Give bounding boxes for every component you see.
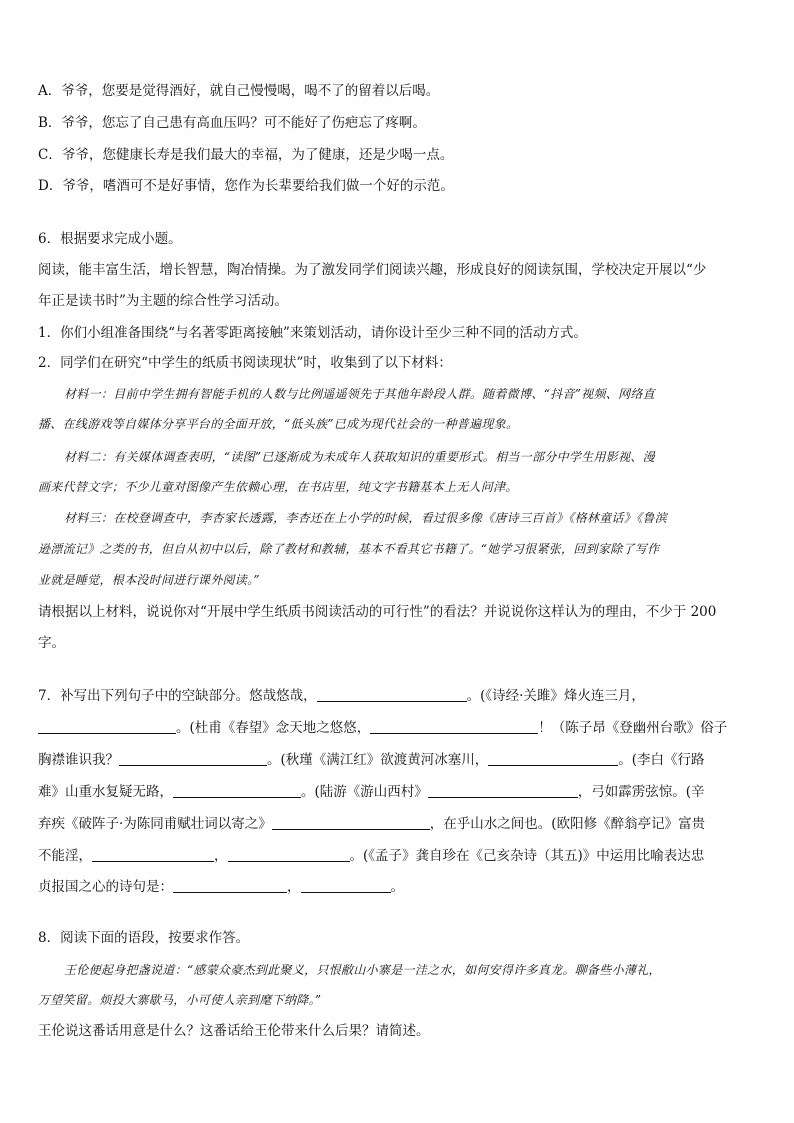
answer-blank[interactable] xyxy=(173,878,287,893)
question-7-line-1 xyxy=(38,687,645,705)
option-a: A．爷爷，您要是觉得酒好，就自己慢慢喝，喝不了的留着以后喝。 xyxy=(38,83,440,99)
question-7-line-7 xyxy=(38,878,404,896)
answer-blank[interactable] xyxy=(92,847,214,862)
question-7-text: ， xyxy=(287,879,301,895)
question-7-text: ！（陈子昂《登幽州台歌》俗子 xyxy=(538,720,728,736)
question-8-passage-line-1: 王伦便起身把盏说道：“感蒙众豪杰到此聚义，只恨敝山小寨是一洼之水，如何安得许多真龙。聊备些小薄礼， xyxy=(64,963,661,977)
question-6-task-line-2: 字。 xyxy=(38,635,65,651)
question-7-text: ，在乎山水之间也。(欧阳修《醉翁亭记》富贵 xyxy=(429,816,706,832)
option-d: D．爷爷，嗜酒可不是好事情，您作为长辈要给我们做一个好的示范。 xyxy=(38,178,454,194)
material-2-line-1: 材料二：有关媒体调查表明，“读图”已逐渐成为未成年人获取知识的重要形式。相当一部分中学生用影视、漫 xyxy=(64,450,655,464)
answer-blank[interactable] xyxy=(173,783,301,798)
answer-blank[interactable] xyxy=(370,719,538,734)
question-6-intro-line-2: 年正是读书时”为主题的综合性学习活动。 xyxy=(38,293,288,309)
answer-blank[interactable] xyxy=(301,878,391,893)
question-7-text: 。(杜甫《春望》念天地之悠悠， xyxy=(176,720,371,736)
question-7-text: ， xyxy=(214,848,228,864)
question-7-line-6 xyxy=(38,847,704,865)
question-7-text: 难》山重水复疑无路， xyxy=(38,784,173,800)
answer-blank[interactable] xyxy=(317,687,467,702)
question-8-question: 王伦说这番话用意是什么？这番话给王伦带来什么后果？请简述。 xyxy=(38,1023,430,1039)
question-7-text: ，弓如霹雳弦惊。(辛 xyxy=(577,784,705,800)
question-6-subquestion-1: 1．你们小组准备围绕“与名著零距离接触”来策划活动，请你设计至少三种不同的活动方式。 xyxy=(38,325,587,341)
question-7-text: 。(陆游《游山西村》 xyxy=(301,784,428,800)
question-6-title: 6．根据要求完成小题。 xyxy=(38,231,182,247)
question-7-text: 胸襟谁识我？ xyxy=(38,752,119,768)
answer-blank[interactable] xyxy=(38,719,176,734)
question-7-text: 贞报国之心的诗句是： xyxy=(38,879,173,895)
answer-blank[interactable] xyxy=(119,751,267,766)
question-7-text: 。(《孟子》龚自珍在《己亥杂诗（其五)》中运用比喻表达忠 xyxy=(349,848,705,864)
question-7-line-4 xyxy=(38,783,705,801)
question-7-prompt: 7．补写出下列句子中的空缺部分。悠哉悠哉， xyxy=(38,688,317,704)
question-6-intro-line-1: 阅读，能丰富生活，增长智慧，陶冶情操。为了激发同学们阅读兴趣，形成良好的阅读氛围，学校决定开展以“少 xyxy=(38,262,707,278)
question-7-text: 。 xyxy=(390,879,404,895)
question-8-title: 8．阅读下面的语段，按要求作答。 xyxy=(38,930,250,946)
answer-blank[interactable] xyxy=(228,847,350,862)
question-7-line-3 xyxy=(38,751,705,769)
option-b: B．爷爷，您忘了自己患有高血压吗？可不能好了伤疤忘了疼啊。 xyxy=(38,115,426,131)
material-3-line-1: 材料三：在校登调查中，李杏家长透露，李杏还在上小学的时候，看过很多像《唐诗三百首》《格林童话》《鲁滨 xyxy=(64,511,668,525)
material-3-line-2: 逊漂流记》之类的书，但自从初中以后，除了教材和教辅，基本不看其它书籍了。“她学习很紧张，回到家除了写作 xyxy=(38,542,660,556)
question-8-passage-line-2: 万望笑留。烦投大寨歇马，小可使人亲到麾下纳降。” xyxy=(38,993,322,1007)
question-7-line-5 xyxy=(38,815,705,833)
answer-blank[interactable] xyxy=(272,815,430,830)
question-7-text: 不能淫， xyxy=(38,848,92,864)
material-1-line-2: 播、在线游戏等自媒体分享平台的全面开放，“低头族”已成为现代社会的一种普遍现象。 xyxy=(38,417,519,431)
question-7-text: 弃疾《破阵子·为陈同甫赋壮词以寄之》 xyxy=(38,816,272,832)
answer-blank[interactable] xyxy=(488,751,618,766)
question-7-line-2 xyxy=(38,719,727,737)
question-7-text: 。(李白《行路 xyxy=(618,752,705,768)
question-7-text: 。(秋瑾《满江红》欲渡黄河冰塞川， xyxy=(267,752,489,768)
material-3-line-3: 业就是睡觉，根本没时间进行课外阅读。” xyxy=(38,573,260,587)
question-6-subquestion-2: 2．同学们在研究“中学生的纸质书阅读现状”时，收集到了以下材料： xyxy=(38,355,452,371)
material-2-line-2: 画来代替文字；不少儿童对图像产生依赖心理，在书店里，纯文字书籍基本上无人问津。 xyxy=(38,480,518,494)
question-6-task-line-1: 请根据以上材料，说说你对“开展中学生纸质书阅读活动的可行性”的看法？并说说你这样认为的理由，不少于 200 xyxy=(38,604,717,620)
answer-blank[interactable] xyxy=(428,783,578,798)
material-1-line-1: 材料一：目前中学生拥有智能手机的人数与比例遥遥领先于其他年龄段人群。随着微博、“抖音”视频、网络直 xyxy=(64,387,655,401)
question-7-text: 。(《诗经·关雎》烽火连三月， xyxy=(466,688,645,704)
option-c: C．爷爷，您健康长寿是我们最大的幸福，为了健康，还是少喝一点。 xyxy=(38,147,454,163)
